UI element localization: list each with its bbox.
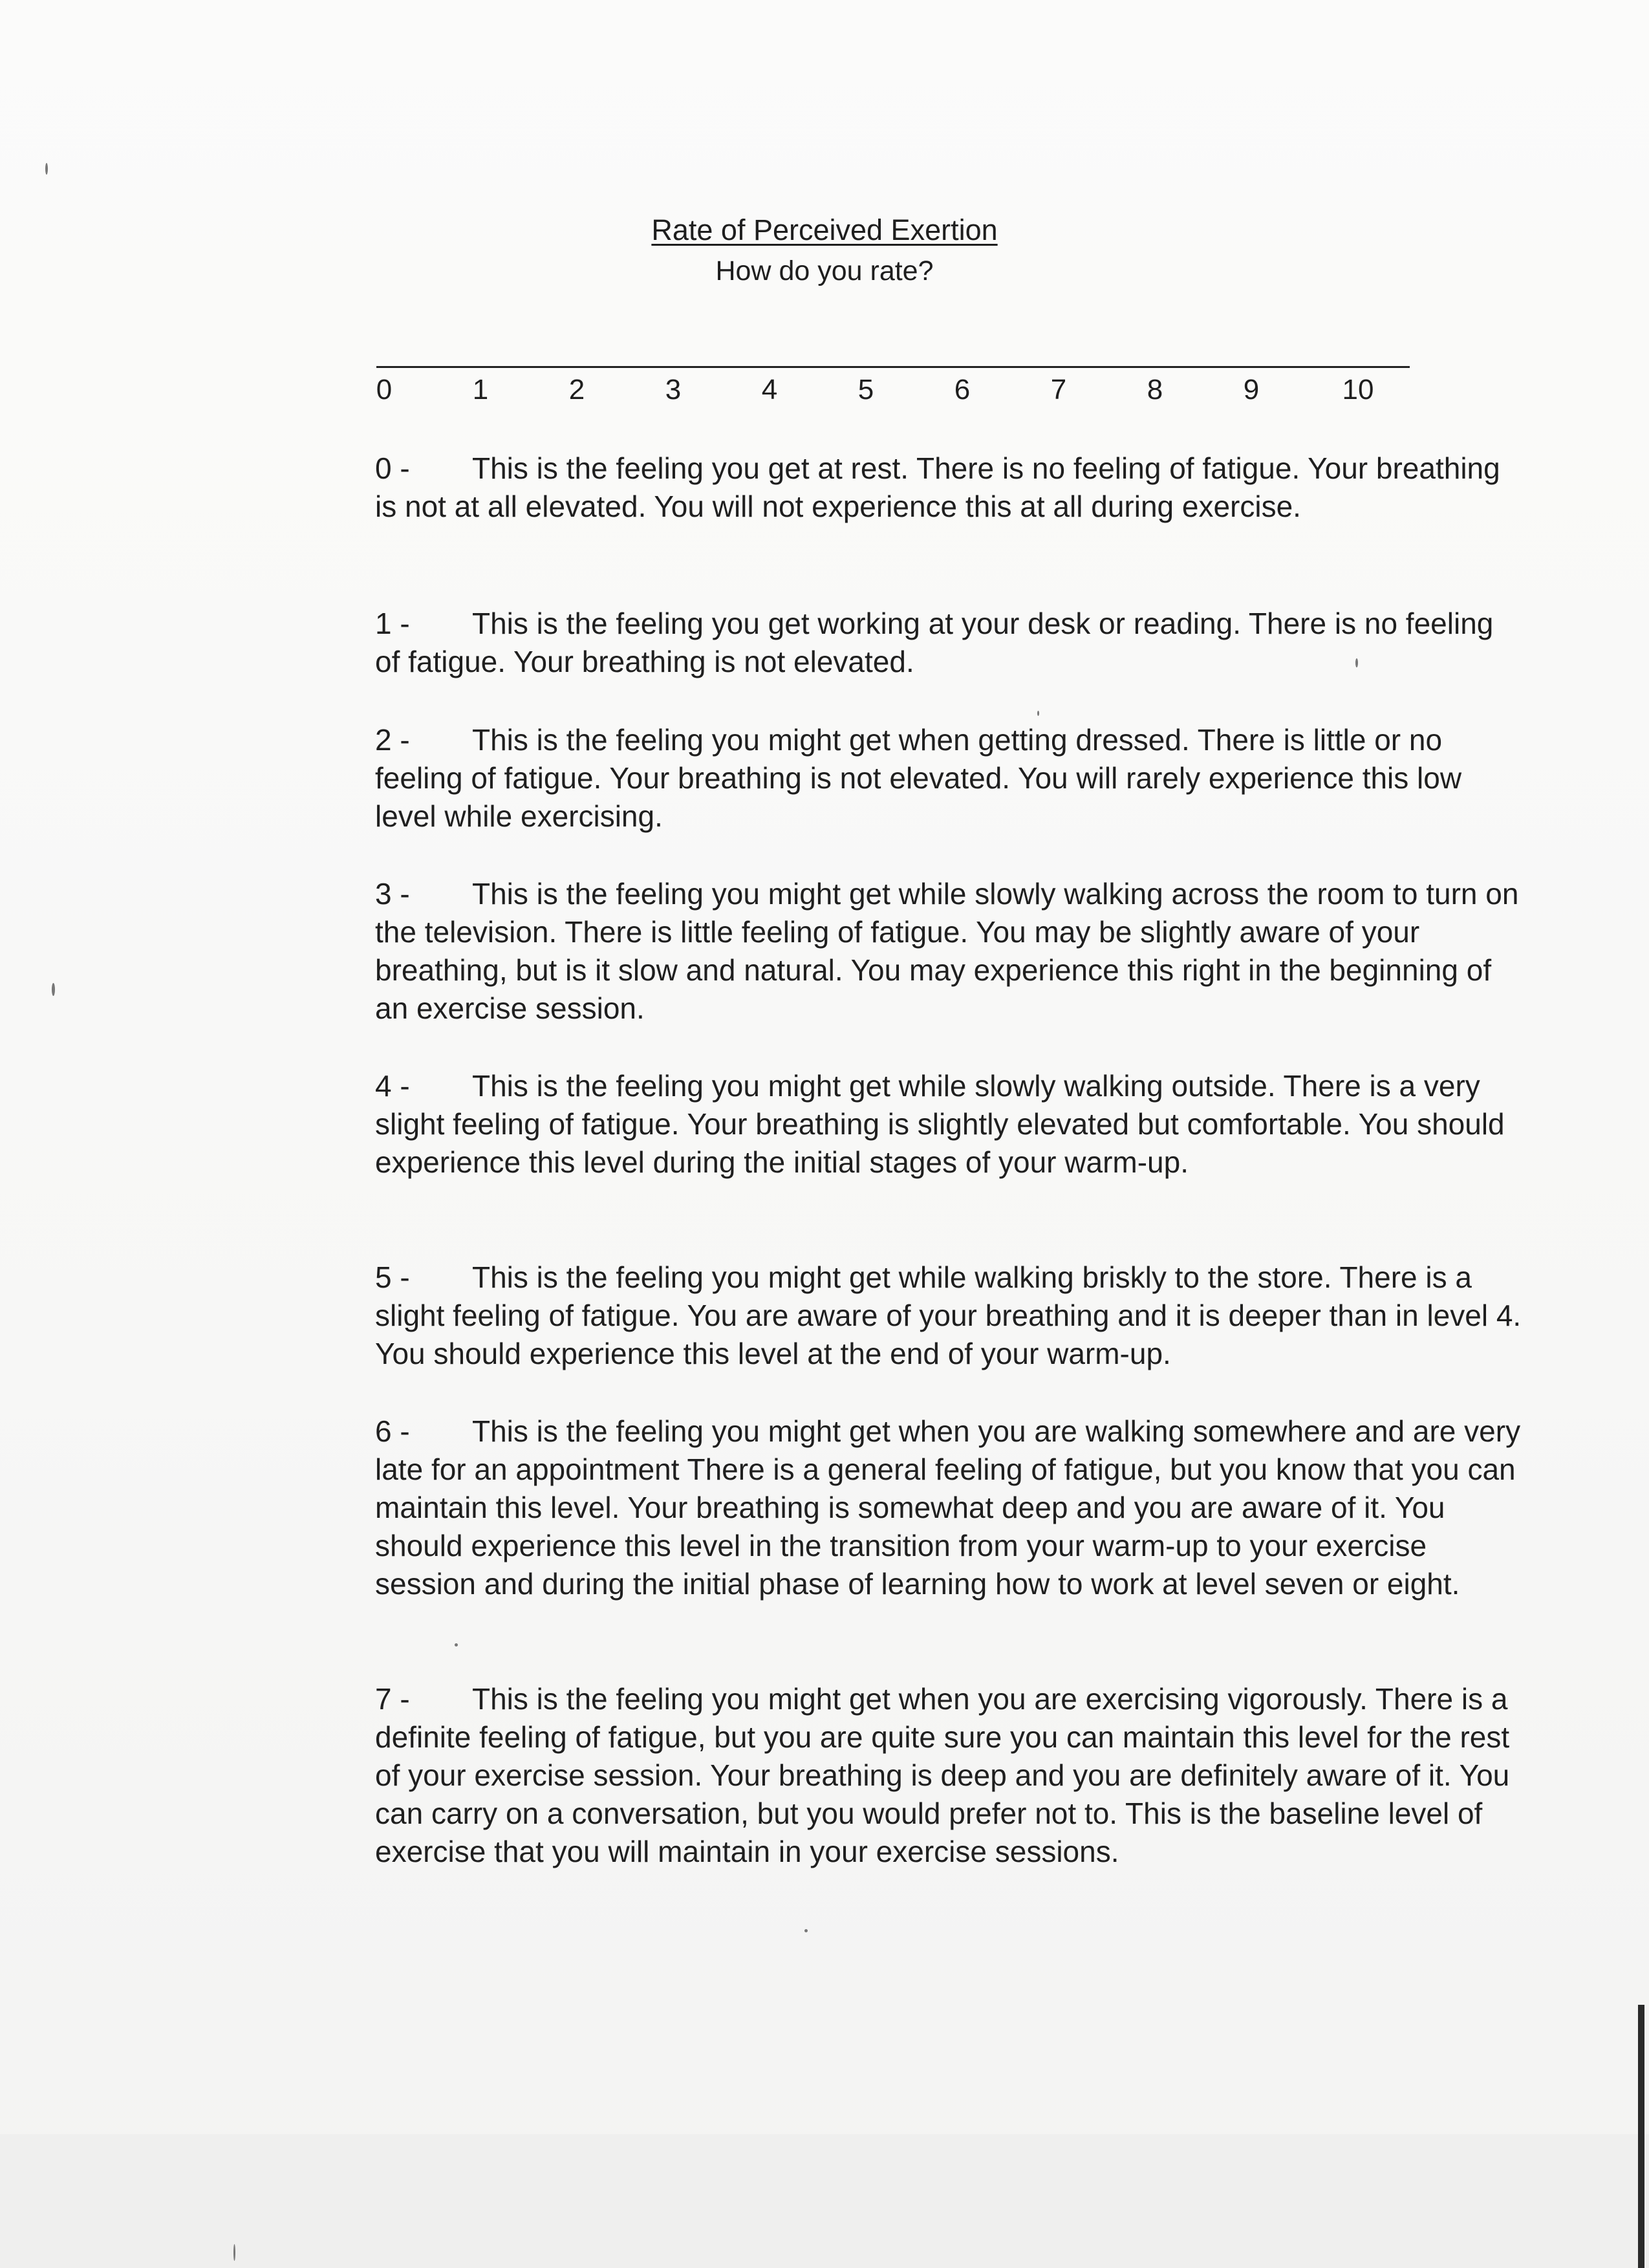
description-number: 7 - [375,1682,410,1716]
description-text: This is the feeling you might get while walking briskly to the store. There is a slight feeling of fatigue. You are aware of your breathing and it is deeper than in level 4. You should experience this level at the end of your warm-up. [375,1260,1522,1370]
description-text: This is the feeling you might get when you are exercising vigorously. There is a definite feeling of fatigue, but you are quite sure you can maintain this level for the rest of your exercise session. Your breathing is deep and you are definitely aware of it. You can carry on a conversation, but you would prefer not to. This is the baseline level of exercise that you will maintain in your exercise sessions. [375,1682,1510,1868]
description-level-4 [375,1067,1526,1182]
scan-speck [455,1643,458,1647]
description-text: This is the feeling you might get when getting dressed. There is little or no feeling of fatigue. Your breathing is not elevated. You will rarely experience this low level while exercising. [375,723,1462,833]
description-text: This is the feeling you might get when you are walking somewhere and are very late for an appointment There is a general feeling of fatigue, but you know that you can maintain this level. Your breathing is somewhat deep and you are aware of it. You should experience this level in the transition from your warm-up to your exercise session and during the initial phase of learning how to work at level seven or eight. [375,1414,1521,1601]
scale-rule [376,366,1410,368]
description-number: 6 - [375,1414,410,1448]
description-number: 2 - [375,723,410,757]
scanner-bottom-margin [0,2134,1649,2268]
scale-number: 3 [665,374,682,405]
scanner-edge-mark [1638,2005,1644,2268]
scale-number: 9 [1243,374,1260,405]
description-text: This is the feeling you might get while slowly walking across the room to turn on the television. There is little feeling of fatigue. You may be slightly aware of your breathing, but is it slow and natural. You may experience this right in the beginning of an exercise session. [375,877,1519,1025]
scale-number: 8 [1147,374,1163,405]
description-number: 3 - [375,877,410,911]
description-number: 4 - [375,1069,410,1103]
scale-number: 10 [1342,374,1374,405]
document-title: Rate of Perceived Exertion [651,213,998,246]
scan-speck [52,983,55,996]
scale-number: 6 [954,374,971,405]
scale-number: 1 [472,374,489,405]
scan-speck [1355,658,1358,667]
scale-number: 0 [376,374,393,405]
description-text: This is the feeling you get working at your desk or reading. There is no feeling of fatigue. Your breathing is not elevated. [375,607,1494,678]
description-number: 1 - [375,607,410,640]
description-level-2 [375,721,1526,836]
scan-speck [804,1929,808,1932]
scan-speck [45,163,48,175]
scan-speck [1037,711,1039,716]
description-text: This is the feeling you get at rest. There is no feeling of fatigue. Your breathing is not at all elevated. You will not experience this at all during exercise. [375,451,1500,523]
description-number: 5 - [375,1260,410,1294]
description-level-7 [375,1680,1526,1871]
scan-speck [233,2244,235,2261]
description-text: This is the feeling you might get while slowly walking outside. There is a very slight feeling of fatigue. Your breathing is slightly elevated but comfortable. You should experience this level during the initial stages of your warm-up. [375,1069,1505,1179]
description-level-5 [375,1258,1526,1373]
document-subtitle: How do you rate? [715,255,934,286]
scale-number: 4 [761,374,778,405]
description-level-0 [375,449,1526,526]
scale-number: 2 [568,374,585,405]
description-level-3 [375,875,1526,1028]
scale-number: 7 [1050,374,1067,405]
description-number: 0 - [375,451,410,485]
scale-number: 5 [857,374,874,405]
description-level-1 [375,605,1526,681]
description-level-6 [375,1412,1526,1603]
